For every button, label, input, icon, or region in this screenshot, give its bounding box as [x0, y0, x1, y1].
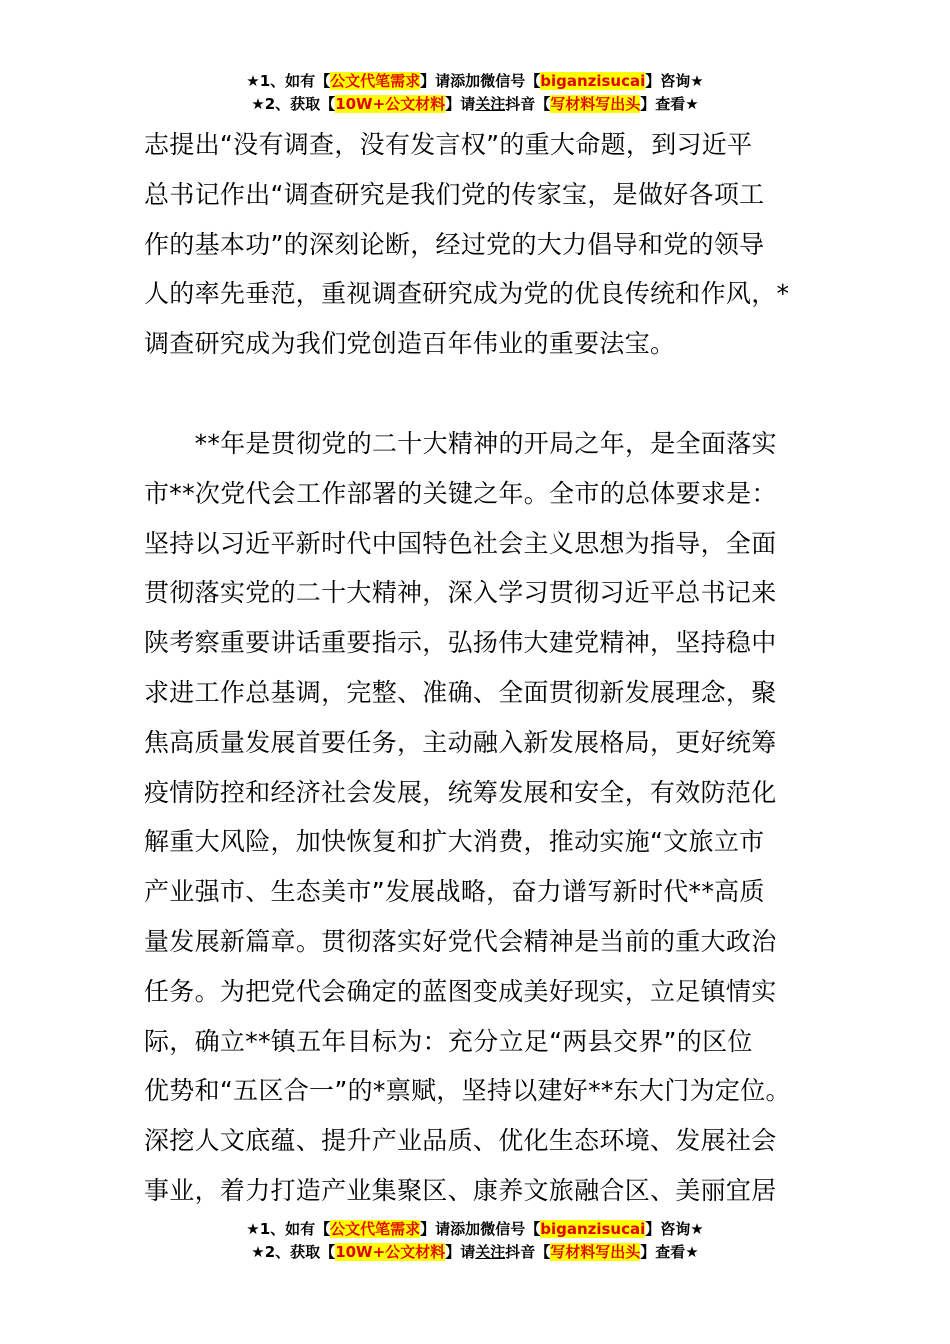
text-line: 量发展新篇章。贯彻落实好党代会精神是当前的重大政治 — [144, 926, 777, 956]
text-line: 贯彻落实党的二十大精神，深入学习贯彻习近平总书记来 — [144, 578, 777, 608]
text-line: 市**次党代会工作部署的关键之年。全市的总体要求是： — [144, 478, 777, 508]
highlight-materials: 10W+公文材料 — [335, 95, 446, 113]
banner-line-1: ★1、如有【公文代笔需求】请添加微信号【biganzisucai】咨询★ — [246, 1220, 704, 1238]
text-line: 疫情防控和经济社会发展，统筹发展和安全，有效防范化 — [144, 777, 777, 807]
text-line: 产业强市、生态美市”发展战略，奋力谱写新时代**高质 — [144, 877, 765, 907]
text-line: 际，确立**镇五年目标为：充分立足“两县交界”的区位 — [144, 1026, 753, 1056]
text-line: 调查研究成为我们党创造百年伟业的重要法宝。 — [144, 329, 676, 359]
paragraph-2 — [144, 419, 814, 1216]
underlined-follow: 关注 — [475, 1243, 506, 1261]
text-line: 总书记作出“调查研究是我们党的传家宝，是做好各项工 — [144, 179, 765, 209]
highlight-wechat-id: biganzisucai — [540, 72, 646, 90]
banner-line-1: ★1、如有【公文代笔需求】请添加微信号【biganzisucai】咨询★ — [246, 72, 704, 90]
text-line: 焦高质量发展首要任务，主动融入新发展格局，更好统筹 — [144, 727, 777, 757]
text-line: 深挖人文底蕴、提升产业品质、优化生态环境、发展社会 — [144, 1126, 777, 1156]
highlight-service: 公文代笔需求 — [330, 1220, 421, 1238]
text-line: 作的基本功”的深刻论断，经过党的大力倡导和党的领导 — [144, 229, 765, 259]
footer-banner — [0, 1218, 950, 1264]
banner-line-2: ★2、获取【10W+公文材料】请关注抖音【写材料写出头】查看★ — [251, 1243, 699, 1261]
text-line: 坚持以习近平新时代中国特色社会主义思想为指导，全面 — [144, 528, 777, 558]
text-line: **年是贯彻党的二十大精神的开局之年，是全面落实 — [144, 429, 777, 458]
header-banner — [0, 70, 950, 116]
paragraph-1 — [144, 120, 814, 369]
text-line: 优势和“五区合一”的*禀赋，坚持以建好**东大门为定位。 — [144, 1076, 791, 1106]
highlight-wechat-id: biganzisucai — [540, 1220, 646, 1238]
text-line: 志提出“没有调查，没有发言权”的重大命题，到习近平 — [144, 130, 753, 159]
text-line: 人的率先垂范，重视调查研究成为党的优良传统和作风，* — [144, 279, 790, 309]
text-line: 解重大风险，加快恢复和扩大消费，推动实施“文旅立市 — [144, 827, 765, 857]
highlight-materials: 10W+公文材料 — [335, 1243, 446, 1261]
banner-line-2: ★2、获取【10W+公文材料】请关注抖音【写材料写出头】查看★ — [251, 95, 699, 113]
text-line: 陕考察重要讲话重要指示，弘扬伟大建党精神，坚持稳中 — [144, 628, 777, 658]
text-line: 任务。为把党代会确定的蓝图变成美好现实，立足镇情实 — [144, 976, 777, 1006]
highlight-service: 公文代笔需求 — [330, 72, 421, 90]
highlight-douyin-name: 写材料写出头 — [550, 1243, 641, 1261]
text-line: 求进工作总基调，完整、准确、全面贯彻新发展理念，聚 — [144, 677, 777, 707]
highlight-douyin-name: 写材料写出头 — [550, 95, 641, 113]
underlined-follow: 关注 — [475, 95, 506, 113]
text-line: 事业，着力打造产业集聚区、康养文旅融合区、美丽宜居 — [144, 1175, 777, 1205]
